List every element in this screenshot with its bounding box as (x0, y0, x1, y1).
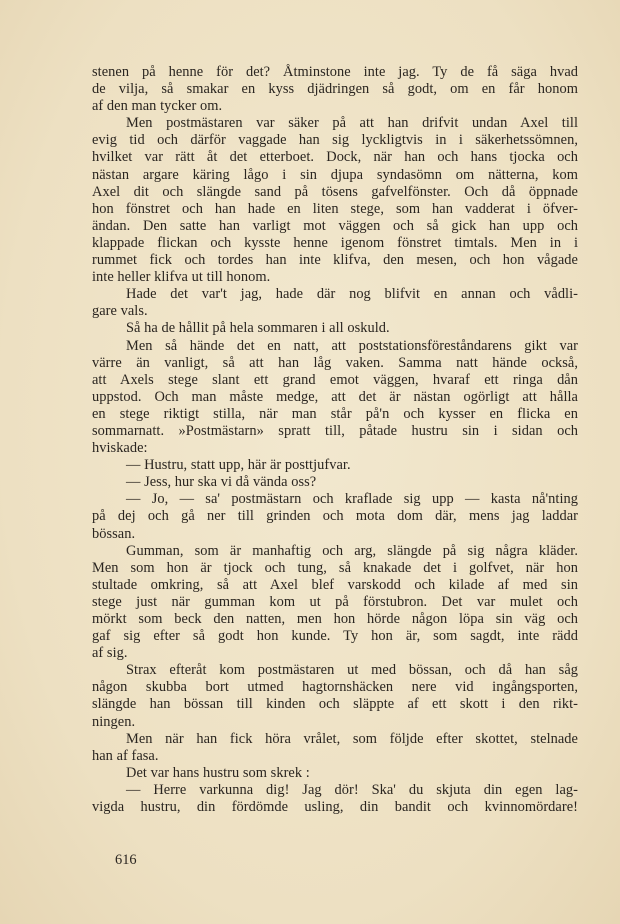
text-line: stultade omkring, så att Axel blef varskodd och kilade af med sin (92, 576, 578, 593)
text-line: slängde han bössan till kinden och släppte af ett skott i den rikt- (92, 696, 578, 713)
text-line: en stege riktigt stilla, när man står på'n och kysser en flicka en (92, 405, 578, 422)
text-line: uppstod. Och man måste medge, att det är nästan ogörligt att hålla (92, 388, 578, 405)
text-line: Men när han fick höra vrålet, som följde efter skottet, stelnade (126, 730, 578, 747)
text-line: Hade det var't jag, hade där nog blifvit en annan och vådli- (126, 286, 578, 303)
text-line: gaf sig efter så godt hon kunde. Ty hon är, som sagdt, inte rädd (92, 628, 578, 645)
text-line: ningen. (92, 713, 136, 730)
body-text (92, 64, 578, 816)
text-line: Axel dit och slängde sand på tösens gafvelfönster. Och då öppnade (92, 183, 578, 200)
text-line: inte heller klifva ut till honom. (92, 269, 271, 286)
text-line: bössan. (92, 525, 136, 542)
text-line: nästan argare käring lågo i sin djupa syndasömn om nätterna, kom (92, 166, 578, 183)
text-line: evig tid och därför vaggade han sig lyckligtvis in i säkerhetssömnen, (92, 132, 578, 149)
text-line: stege just när gumman kom ut på förstubron. Det var mulet och (92, 593, 578, 610)
text-line: rummet fick och tordes han inte klifva, den mesen, och hon vågade (92, 252, 578, 269)
text-line: hvilket var rätt åt det etterboet. Dock, när han och hans tjocka och (92, 149, 578, 166)
text-line: — Hustru, statt upp, här är posttjufvar. (126, 457, 351, 474)
text-line: Så ha de hållit på hela sommaren i all oskuld. (126, 320, 390, 337)
text-line: på dej och gå ner till grinden och mota dom där, mens jag laddar (92, 508, 578, 525)
text-line: Men som hon är tjock och tung, så knakade det i golfvet, när hon (92, 559, 578, 576)
text-line: hviskade: (92, 440, 148, 457)
text-line: han af fasa. (92, 747, 159, 764)
text-line: — Jess, hur ska vi då vända oss? (126, 474, 317, 491)
text-line: klappade flickan och kysste henne igenom fönstret timtals. Men in i (92, 234, 578, 251)
text-line: af den man tycker om. (92, 98, 223, 115)
text-line: hon fönstret och han hade en liten stege, som han vadderat i öfver- (92, 200, 578, 217)
text-line: Gumman, som är manhaftig och arg, slängde på sig några kläder. (126, 542, 578, 559)
text-line: mörkt som beck den natten, men hon hörde någon löpa sin väg och (92, 611, 578, 627)
text-line: Strax efteråt kom postmästaren ut med bössan, och då han såg (126, 662, 578, 679)
text-line: stenen på henne för det? Åtminstone inte jag. Ty de få säga hvad (92, 64, 578, 80)
page-number: 616 (115, 852, 137, 868)
text-line: att Axels stege slant ett grand emot väggen, hvaraf ett ringa dån (92, 371, 578, 388)
text-line: de vilja, så smakar en kyss djädringen så godt, om en får honom (92, 81, 578, 98)
text-line: — Herre varkunna dig! Jag dör! Ska' du skjuta din egen lag- (126, 781, 578, 798)
text-line: af sig. (92, 645, 128, 662)
text-line: Men så hände det en natt, att poststationsföreståndarens gikt var (126, 337, 578, 354)
text-line: Det var hans hustru som skrek : (126, 764, 310, 781)
text-line: någon skubba bort utmed hagtornshäcken nere vid ingångsporten, (92, 679, 578, 696)
text-line: ändan. Den satte han varligt mot väggen och så gick han upp och (92, 217, 578, 234)
text-line: Men postmästaren var säker på att han drifvit undan Axel till (126, 115, 578, 132)
text-line: sommarnatt. »Postmästarn» spratt till, påtade hustru sin i sidan och (92, 422, 578, 439)
text-line: gare vals. (92, 303, 148, 320)
text-line: värre än vanligt, så att han låg vaken. Samma natt hände också, (92, 354, 578, 371)
text-line: — Jo, — sa' postmästarn och kraflade sig upp — kasta nå'nting (126, 491, 578, 508)
text-line: vigda hustru, din fördömde usling, din bandit och kvinnomördare! (92, 799, 578, 816)
